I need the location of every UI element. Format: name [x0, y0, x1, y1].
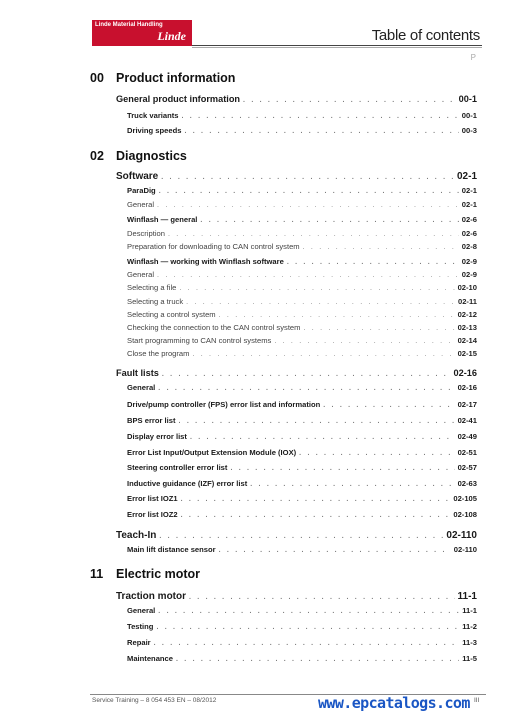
- toc-entry[interactable]: [127, 310, 477, 319]
- toc-entry-page: 02-41: [457, 416, 477, 425]
- toc-entry-label: Winflash — working with Winflash software: [127, 257, 284, 266]
- toc-entry[interactable]: [127, 297, 477, 306]
- dot-leader: [184, 128, 458, 135]
- toc-entry-page: 02-14: [457, 336, 477, 345]
- toc-entry[interactable]: [127, 383, 477, 392]
- toc-entry-page: 02-1: [456, 171, 477, 182]
- toc-entry-page: 00-3: [461, 126, 477, 135]
- toc-entry[interactable]: [127, 126, 477, 135]
- toc-entry[interactable]: [127, 463, 477, 472]
- toc-entry-page: 02-105: [453, 494, 477, 503]
- dot-leader: [159, 188, 459, 195]
- dot-leader: [287, 259, 459, 266]
- footer-document-info: Service Training – 8 054 453 EN – 08/2012: [92, 697, 217, 704]
- header-divider: [192, 45, 482, 46]
- toc-entry-page: 02-49: [457, 432, 477, 441]
- toc-entry[interactable]: [127, 270, 477, 279]
- dot-leader: [179, 285, 454, 292]
- toc-entry-label: Error list IOZ2: [127, 510, 178, 519]
- toc-entry-label: Traction motor: [116, 591, 187, 602]
- toc-entry-label: Selecting a control system: [127, 310, 216, 319]
- dot-leader: [156, 624, 459, 631]
- toc-entry-page: 11-2: [462, 622, 477, 631]
- toc-entry-page: 02-6: [461, 215, 477, 224]
- toc-entry[interactable]: [127, 323, 477, 332]
- toc-entry-label: General product information: [116, 94, 241, 104]
- dot-leader: [230, 465, 454, 472]
- page-title: Table of contents: [371, 27, 480, 44]
- toc-entry-label: Teach-In: [116, 530, 157, 541]
- toc-entry[interactable]: [127, 349, 477, 358]
- toc-entry-page: 02-12: [457, 310, 477, 319]
- toc-entry-label: Selecting a file: [127, 283, 177, 292]
- toc-entry-label: Software: [116, 171, 159, 182]
- dot-leader: [186, 299, 455, 306]
- toc-entry[interactable]: [127, 622, 477, 631]
- toc-entry-label: Close the program: [127, 349, 190, 358]
- toc-entry-page: 02-16: [453, 368, 477, 378]
- logo-brand-small: Linde Material Handling: [95, 22, 163, 28]
- toc-entry[interactable]: [127, 416, 477, 425]
- toc-entry-label: General: [127, 200, 155, 209]
- toc-entry-label: Driving speeds: [127, 126, 182, 135]
- toc-entry-label: BPS error list: [127, 416, 176, 425]
- toc-entry-page: 02-11: [457, 297, 477, 306]
- toc-entry-page: 00-1: [458, 94, 477, 104]
- chapter-number: 00: [90, 71, 104, 85]
- toc-entry-label: General: [127, 606, 156, 615]
- dot-leader: [161, 174, 454, 181]
- dot-leader: [182, 113, 459, 120]
- toc-entry[interactable]: [127, 494, 477, 503]
- toc-entry[interactable]: [127, 510, 477, 519]
- toc-entry-page: 02-110: [453, 545, 477, 554]
- chapter-number: 11: [90, 567, 104, 581]
- chapter-title: Electric motor: [116, 567, 201, 581]
- chapter-title: Product information: [116, 71, 236, 85]
- toc-entry-label: Description: [127, 229, 165, 238]
- chapter-number: 02: [90, 149, 104, 163]
- dot-leader: [189, 594, 455, 601]
- dot-leader: [179, 418, 455, 425]
- toc-entry-label: General: [127, 383, 156, 392]
- toc-entry[interactable]: [116, 530, 477, 541]
- dot-leader: [192, 351, 454, 358]
- dot-leader: [219, 312, 455, 319]
- dot-leader: [243, 97, 456, 104]
- toc-entry-label: Steering controller error list: [127, 463, 228, 472]
- dot-leader: [303, 325, 454, 332]
- toc-entry[interactable]: [127, 545, 477, 554]
- logo-brand-main: Linde: [157, 29, 186, 43]
- toc-entry-page: 02-108: [453, 510, 477, 519]
- toc-entry-page: 02-1: [461, 186, 477, 195]
- toc-entry-label: Repair: [127, 638, 151, 647]
- chapter-heading: [90, 567, 200, 581]
- dot-leader: [159, 533, 443, 540]
- toc-entry-page: 02-10: [457, 283, 477, 292]
- toc-entry-page: 02-1: [461, 200, 477, 209]
- toc-entry-label: General: [127, 270, 155, 279]
- toc-entry[interactable]: [127, 654, 477, 663]
- toc-entry-page: 02-6: [461, 229, 477, 238]
- chapter-heading: [90, 71, 235, 85]
- dot-leader: [274, 338, 454, 345]
- toc-entry-label: Selecting a truck: [127, 297, 184, 306]
- linde-logo: [92, 20, 192, 46]
- toc-entry[interactable]: [127, 479, 477, 488]
- page-marker: P: [470, 53, 476, 62]
- dot-leader: [154, 640, 460, 647]
- toc-entry-label: ParaDig: [127, 186, 156, 195]
- toc-entry-page: 02-63: [457, 479, 477, 488]
- dot-leader: [200, 217, 458, 224]
- toc-entry[interactable]: [116, 171, 477, 182]
- dot-leader: [181, 512, 451, 519]
- footer-page-number: III: [474, 697, 480, 704]
- toc-entry-page: 00-1: [461, 111, 477, 120]
- chapter-title: Diagnostics: [116, 149, 187, 163]
- toc-entry-label: Error List Input/Output Extension Module (IOX): [127, 448, 297, 457]
- toc-entry[interactable]: [116, 591, 477, 602]
- toc-entry-label: Winflash — general: [127, 215, 198, 224]
- toc-entry-label: Inductive guidance (IZF) error list: [127, 479, 248, 488]
- toc-entry[interactable]: [127, 448, 477, 457]
- toc-entry-label: Testing: [127, 622, 154, 631]
- toc-entry[interactable]: [127, 111, 477, 120]
- toc-entry-label: Main lift distance sensor: [127, 545, 216, 554]
- toc-entry-page: 02-9: [461, 270, 477, 279]
- dot-leader: [181, 496, 451, 503]
- toc-entry[interactable]: [127, 200, 477, 209]
- toc-entry-label: Error list IOZ1: [127, 494, 178, 503]
- toc-entry-page: 11-1: [457, 591, 477, 602]
- toc-entry-label: Fault lists: [116, 368, 159, 378]
- toc-entry-page: 02-15: [457, 349, 477, 358]
- toc-entry[interactable]: [127, 229, 477, 238]
- dot-leader: [250, 481, 454, 488]
- dot-leader: [158, 385, 454, 392]
- toc-entry[interactable]: [127, 242, 477, 251]
- toc-entry[interactable]: [127, 400, 477, 409]
- dot-leader: [162, 371, 451, 378]
- toc-entry[interactable]: [127, 638, 477, 647]
- toc-entry-page: 11-3: [462, 638, 477, 647]
- chapter-heading: [90, 149, 187, 163]
- dot-leader: [157, 202, 459, 209]
- toc-entry-label: Preparation for downloading to CAN control system: [127, 242, 300, 251]
- dot-leader: [158, 608, 459, 615]
- toc-entry-page: 02-16: [457, 383, 477, 392]
- toc-entry[interactable]: [127, 606, 477, 615]
- toc-entry-page: 02-110: [446, 530, 477, 541]
- toc-entry-page: 02-57: [457, 463, 477, 472]
- toc-entry-label: Start programming to CAN control systems: [127, 336, 272, 345]
- dot-leader: [299, 450, 454, 457]
- toc-entry[interactable]: [127, 186, 477, 195]
- dot-leader: [157, 272, 459, 279]
- toc-entry-label: Maintenance: [127, 654, 173, 663]
- dot-leader: [190, 434, 455, 441]
- toc-entry-page: 02-13: [457, 323, 477, 332]
- toc-entry[interactable]: [116, 94, 477, 104]
- toc-entry-page: 02-9: [461, 257, 477, 266]
- dot-leader: [303, 244, 459, 251]
- toc-entry[interactable]: [127, 257, 477, 266]
- toc-entry[interactable]: [127, 215, 477, 224]
- toc-entry-label: Truck variants: [127, 111, 179, 120]
- toc-entry[interactable]: [127, 283, 477, 292]
- dot-leader: [176, 656, 459, 663]
- toc-entry-label: Drive/pump controller (FPS) error list and information: [127, 400, 321, 409]
- toc-entry-label: Display error list: [127, 432, 187, 441]
- toc-entry-page: 02-8: [461, 242, 477, 251]
- toc-entry-label: Checking the connection to the CAN control system: [127, 323, 301, 332]
- toc-entry-page: 02-17: [457, 400, 477, 409]
- dot-leader: [323, 402, 454, 409]
- toc-entry-page: 11-1: [462, 606, 477, 615]
- toc-entry-page: 11-5: [462, 654, 477, 663]
- toc-entry-page: 02-51: [457, 448, 477, 457]
- toc-entry[interactable]: [116, 368, 477, 378]
- toc-entry[interactable]: [127, 336, 477, 345]
- header-divider-secondary: [192, 47, 482, 48]
- dot-leader: [168, 231, 459, 238]
- page-header: [0, 0, 530, 62]
- toc-entry[interactable]: [127, 432, 477, 441]
- dot-leader: [219, 547, 451, 554]
- watermark-url[interactable]: www.epcatalogs.com: [318, 694, 470, 712]
